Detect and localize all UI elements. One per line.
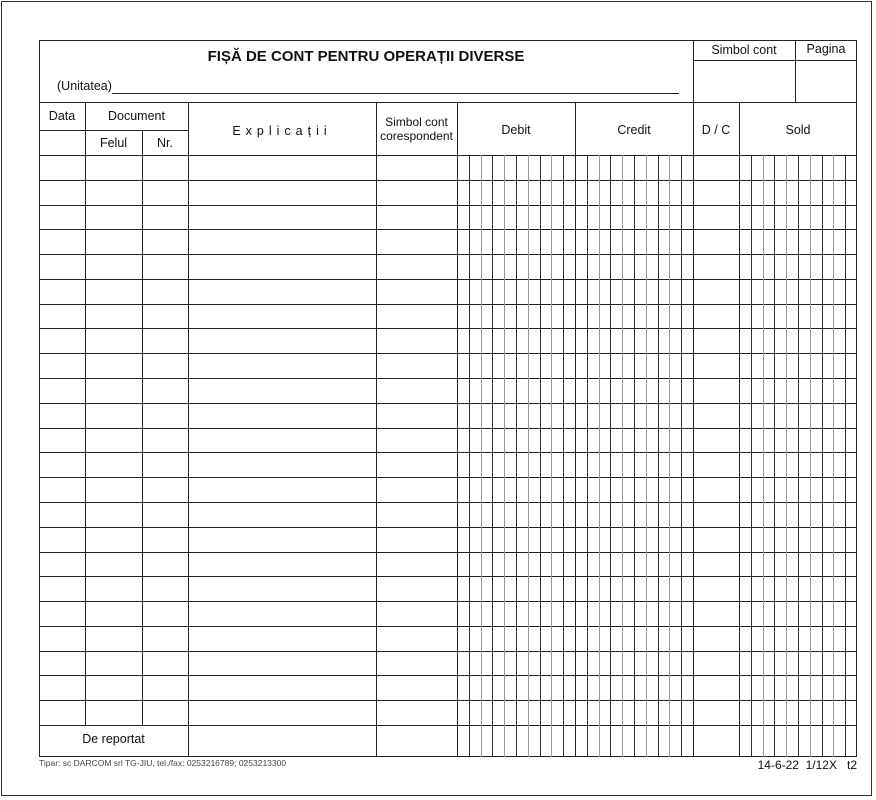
doc-type-cell[interactable] [85, 452, 142, 477]
debit-cell[interactable] [457, 328, 575, 353]
balance-cell[interactable] [739, 428, 857, 453]
dc-cell[interactable] [693, 527, 739, 552]
doc-type-cell[interactable] [85, 279, 142, 304]
credit-cell[interactable] [575, 452, 693, 477]
col-date: Data [48, 109, 76, 123]
dc-cell[interactable] [693, 700, 739, 725]
debit-cell[interactable] [457, 452, 575, 477]
table-row [39, 452, 857, 477]
date-cell[interactable] [39, 353, 85, 378]
doc-type-cell[interactable] [85, 180, 142, 205]
balance-cell[interactable] [739, 279, 857, 304]
carry-forward-balance-cell[interactable] [739, 725, 857, 757]
explanation-cell[interactable] [188, 452, 376, 477]
dc-cell[interactable] [693, 205, 739, 230]
credit-cell[interactable] [575, 205, 693, 230]
date-cell[interactable] [39, 576, 85, 601]
doc-number-cell[interactable] [142, 552, 188, 577]
table-row [39, 477, 857, 502]
doc-number-cell[interactable] [142, 626, 188, 651]
date-cell[interactable] [39, 502, 85, 527]
table-row [39, 527, 857, 552]
explanation-cell[interactable] [188, 651, 376, 676]
credit-cell[interactable] [575, 675, 693, 700]
credit-cell[interactable] [575, 576, 693, 601]
explanation-cell[interactable] [188, 353, 376, 378]
form-code: 14-6-22 1/12X t2 [757, 758, 857, 772]
col-corr-account-line1: Simbol cont [385, 115, 448, 129]
doc-number-cell[interactable] [142, 279, 188, 304]
debit-cell[interactable] [457, 552, 575, 577]
doc-number-cell[interactable] [142, 155, 188, 180]
doc-type-cell[interactable] [85, 576, 142, 601]
dc-cell[interactable] [693, 304, 739, 329]
dc-cell[interactable] [693, 155, 739, 180]
doc-type-cell[interactable] [85, 626, 142, 651]
balance-cell[interactable] [739, 601, 857, 626]
doc-type-cell[interactable] [85, 552, 142, 577]
date-cell[interactable] [39, 601, 85, 626]
explanation-cell[interactable] [188, 279, 376, 304]
date-cell[interactable] [39, 477, 85, 502]
dc-cell[interactable] [693, 626, 739, 651]
credit-cell[interactable] [575, 353, 693, 378]
credit-cell[interactable] [575, 403, 693, 428]
table-row [39, 700, 857, 725]
table-row [39, 229, 857, 254]
table-row [39, 328, 857, 353]
account-symbol-field[interactable] [694, 61, 794, 102]
debit-cell[interactable] [457, 700, 575, 725]
balance-cell[interactable] [739, 304, 857, 329]
dc-cell[interactable] [693, 328, 739, 353]
debit-cell[interactable] [457, 428, 575, 453]
date-cell[interactable] [39, 527, 85, 552]
doc-type-cell[interactable] [85, 502, 142, 527]
carry-forward-dc-cell[interactable] [693, 725, 739, 757]
corr-account-cell[interactable] [376, 279, 457, 304]
doc-number-cell[interactable] [142, 353, 188, 378]
corr-account-cell[interactable] [376, 651, 457, 676]
corr-account-cell[interactable] [376, 601, 457, 626]
debit-cell[interactable] [457, 675, 575, 700]
col-dc: D / C [701, 123, 731, 137]
table-row [39, 428, 857, 453]
balance-cell[interactable] [739, 353, 857, 378]
carry-forward-debit-cell[interactable] [457, 725, 575, 757]
explanation-cell[interactable] [188, 304, 376, 329]
table-row [39, 675, 857, 700]
debit-cell[interactable] [457, 502, 575, 527]
col-doc-number: Nr. [157, 136, 173, 150]
dc-cell[interactable] [693, 477, 739, 502]
credit-cell[interactable] [575, 155, 693, 180]
table-row [39, 576, 857, 601]
corr-account-cell[interactable] [376, 254, 457, 279]
balance-cell[interactable] [739, 626, 857, 651]
explanation-cell[interactable] [188, 328, 376, 353]
dc-cell[interactable] [693, 378, 739, 403]
balance-cell[interactable] [739, 403, 857, 428]
col-doc-type: Felul [99, 136, 128, 150]
explanation-cell[interactable] [188, 700, 376, 725]
explanation-cell[interactable] [188, 180, 376, 205]
doc-number-cell[interactable] [142, 700, 188, 725]
page-field[interactable] [796, 61, 856, 102]
date-cell[interactable] [39, 651, 85, 676]
corr-account-cell[interactable] [376, 328, 457, 353]
corr-account-cell[interactable] [376, 576, 457, 601]
date-cell[interactable] [39, 626, 85, 651]
carry-forward-corr-cell[interactable] [376, 725, 457, 757]
doc-type-cell[interactable] [85, 477, 142, 502]
balance-cell[interactable] [739, 675, 857, 700]
debit-cell[interactable] [457, 477, 575, 502]
debit-cell[interactable] [457, 353, 575, 378]
explanation-cell[interactable] [188, 601, 376, 626]
doc-number-cell[interactable] [142, 254, 188, 279]
doc-number-cell[interactable] [142, 601, 188, 626]
corr-account-cell[interactable] [376, 304, 457, 329]
debit-cell[interactable] [457, 626, 575, 651]
corr-account-cell[interactable] [376, 353, 457, 378]
balance-cell[interactable] [739, 502, 857, 527]
debit-cell[interactable] [457, 601, 575, 626]
balance-cell[interactable] [739, 477, 857, 502]
table-row [39, 353, 857, 378]
balance-cell[interactable] [739, 700, 857, 725]
doc-type-cell[interactable] [85, 428, 142, 453]
explanation-cell[interactable] [188, 552, 376, 577]
dc-cell[interactable] [693, 428, 739, 453]
dc-cell[interactable] [693, 353, 739, 378]
corr-account-cell[interactable] [376, 180, 457, 205]
printer-info: Tipar: sc DARCOM srl TG-JIU, tel./fax: 0253216789; 0253213300 [39, 758, 287, 768]
corr-account-cell[interactable] [376, 626, 457, 651]
explanation-cell[interactable] [188, 502, 376, 527]
balance-cell[interactable] [739, 452, 857, 477]
corr-account-cell[interactable] [376, 403, 457, 428]
account-sheet-form [39, 40, 857, 757]
explanation-cell[interactable] [188, 675, 376, 700]
balance-cell[interactable] [739, 651, 857, 676]
col-corr-account [376, 115, 457, 143]
debit-cell[interactable] [457, 205, 575, 230]
table-row [39, 502, 857, 527]
balance-cell[interactable] [739, 205, 857, 230]
credit-cell[interactable] [575, 601, 693, 626]
table-row [39, 155, 857, 180]
doc-number-cell[interactable] [142, 675, 188, 700]
date-cell[interactable] [39, 428, 85, 453]
balance-cell[interactable] [739, 576, 857, 601]
page-label: Pagina [806, 42, 846, 56]
credit-cell[interactable] [575, 700, 693, 725]
explanation-cell[interactable] [188, 626, 376, 651]
date-cell[interactable] [39, 254, 85, 279]
doc-number-cell[interactable] [142, 205, 188, 230]
credit-cell[interactable] [575, 254, 693, 279]
col-balance: Sold [785, 123, 811, 137]
debit-cell[interactable] [457, 180, 575, 205]
corr-account-cell[interactable] [376, 502, 457, 527]
date-cell[interactable] [39, 304, 85, 329]
explanation-cell[interactable] [188, 428, 376, 453]
doc-number-cell[interactable] [142, 651, 188, 676]
credit-cell[interactable] [575, 477, 693, 502]
doc-number-cell[interactable] [142, 328, 188, 353]
col-explanations: Explicații [232, 124, 332, 138]
doc-type-cell[interactable] [85, 527, 142, 552]
debit-cell[interactable] [457, 651, 575, 676]
dc-cell[interactable] [693, 403, 739, 428]
corr-account-cell[interactable] [376, 155, 457, 180]
date-cell[interactable] [39, 328, 85, 353]
dc-cell[interactable] [693, 552, 739, 577]
account-symbol-label: Simbol cont [711, 43, 777, 57]
date-cell[interactable] [39, 279, 85, 304]
explanation-cell[interactable] [188, 254, 376, 279]
corr-account-cell[interactable] [376, 675, 457, 700]
date-cell[interactable] [39, 378, 85, 403]
credit-cell[interactable] [575, 328, 693, 353]
doc-number-cell[interactable] [142, 502, 188, 527]
credit-cell[interactable] [575, 502, 693, 527]
date-cell[interactable] [39, 229, 85, 254]
dc-cell[interactable] [693, 576, 739, 601]
doc-number-cell[interactable] [142, 527, 188, 552]
unit-label: (Unitatea) [57, 79, 112, 93]
doc-number-cell[interactable] [142, 378, 188, 403]
credit-cell[interactable] [575, 378, 693, 403]
credit-cell[interactable] [575, 304, 693, 329]
explanation-cell[interactable] [188, 155, 376, 180]
explanation-cell[interactable] [188, 477, 376, 502]
corr-account-cell[interactable] [376, 552, 457, 577]
doc-type-cell[interactable] [85, 651, 142, 676]
unit-field[interactable] [112, 78, 679, 94]
doc-type-cell[interactable] [85, 155, 142, 180]
carry-forward-credit-cell[interactable] [575, 725, 693, 757]
dc-cell[interactable] [693, 675, 739, 700]
carry-forward-label: De reportat [82, 732, 145, 746]
table-row [39, 378, 857, 403]
table-row [39, 403, 857, 428]
debit-cell[interactable] [457, 229, 575, 254]
table-row [39, 304, 857, 329]
doc-type-cell[interactable] [85, 328, 142, 353]
divider [39, 102, 857, 103]
balance-cell[interactable] [739, 378, 857, 403]
table-row [39, 601, 857, 626]
table-row [39, 626, 857, 651]
explanation-cell[interactable] [188, 205, 376, 230]
explanation-cell[interactable] [188, 403, 376, 428]
col-debit: Debit [501, 123, 531, 137]
date-cell[interactable] [39, 452, 85, 477]
doc-type-cell[interactable] [85, 304, 142, 329]
doc-type-cell[interactable] [85, 675, 142, 700]
credit-cell[interactable] [575, 180, 693, 205]
dc-cell[interactable] [693, 279, 739, 304]
balance-cell[interactable] [739, 527, 857, 552]
corr-account-cell[interactable] [376, 477, 457, 502]
table-row [39, 279, 857, 304]
debit-cell[interactable] [457, 254, 575, 279]
dc-cell[interactable] [693, 254, 739, 279]
explanation-cell[interactable] [188, 576, 376, 601]
doc-type-cell[interactable] [85, 229, 142, 254]
debit-cell[interactable] [457, 304, 575, 329]
credit-cell[interactable] [575, 527, 693, 552]
doc-type-cell[interactable] [85, 353, 142, 378]
dc-cell[interactable] [693, 651, 739, 676]
corr-account-cell[interactable] [376, 205, 457, 230]
doc-number-cell[interactable] [142, 428, 188, 453]
doc-number-cell[interactable] [142, 452, 188, 477]
credit-cell[interactable] [575, 428, 693, 453]
corr-account-cell[interactable] [376, 229, 457, 254]
corr-account-cell[interactable] [376, 700, 457, 725]
dc-cell[interactable] [693, 229, 739, 254]
doc-number-cell[interactable] [142, 304, 188, 329]
table-row [39, 180, 857, 205]
corr-account-cell[interactable] [376, 452, 457, 477]
debit-cell[interactable] [457, 279, 575, 304]
dc-cell[interactable] [693, 180, 739, 205]
table-row [39, 552, 857, 577]
col-corr-account-line2: corespondent [380, 129, 453, 143]
balance-cell[interactable] [739, 180, 857, 205]
doc-type-cell[interactable] [85, 700, 142, 725]
credit-cell[interactable] [575, 651, 693, 676]
date-cell[interactable] [39, 552, 85, 577]
corr-account-cell[interactable] [376, 378, 457, 403]
credit-cell[interactable] [575, 552, 693, 577]
credit-cell[interactable] [575, 279, 693, 304]
doc-number-cell[interactable] [142, 229, 188, 254]
dc-cell[interactable] [693, 502, 739, 527]
table-row [39, 651, 857, 676]
doc-number-cell[interactable] [142, 576, 188, 601]
doc-number-cell[interactable] [142, 180, 188, 205]
doc-type-cell[interactable] [85, 254, 142, 279]
balance-cell[interactable] [739, 552, 857, 577]
balance-cell[interactable] [739, 254, 857, 279]
table-row [39, 254, 857, 279]
explanation-cell[interactable] [188, 527, 376, 552]
date-cell[interactable] [39, 205, 85, 230]
carry-forward-explanation-cell[interactable] [188, 725, 376, 757]
doc-type-cell[interactable] [85, 601, 142, 626]
date-cell[interactable] [39, 700, 85, 725]
dc-cell[interactable] [693, 601, 739, 626]
doc-type-cell[interactable] [85, 378, 142, 403]
debit-cell[interactable] [457, 155, 575, 180]
debit-cell[interactable] [457, 378, 575, 403]
credit-cell[interactable] [575, 229, 693, 254]
doc-type-cell[interactable] [85, 205, 142, 230]
corr-account-cell[interactable] [376, 428, 457, 453]
doc-number-cell[interactable] [142, 477, 188, 502]
balance-cell[interactable] [739, 155, 857, 180]
explanation-cell[interactable] [188, 229, 376, 254]
table-row [39, 205, 857, 230]
date-cell[interactable] [39, 180, 85, 205]
date-cell[interactable] [39, 675, 85, 700]
col-credit: Credit [617, 123, 651, 137]
date-cell[interactable] [39, 403, 85, 428]
doc-number-cell[interactable] [142, 403, 188, 428]
balance-cell[interactable] [739, 229, 857, 254]
balance-cell[interactable] [739, 328, 857, 353]
divider [39, 130, 188, 131]
explanation-cell[interactable] [188, 378, 376, 403]
dc-cell[interactable] [693, 452, 739, 477]
debit-cell[interactable] [457, 576, 575, 601]
col-document: Document [108, 109, 165, 123]
form-title: FIȘĂ DE CONT PENTRU OPERAȚII DIVERSE [207, 48, 525, 65]
date-cell[interactable] [39, 155, 85, 180]
doc-type-cell[interactable] [85, 403, 142, 428]
corr-account-cell[interactable] [376, 527, 457, 552]
debit-cell[interactable] [457, 527, 575, 552]
credit-cell[interactable] [575, 626, 693, 651]
debit-cell[interactable] [457, 403, 575, 428]
